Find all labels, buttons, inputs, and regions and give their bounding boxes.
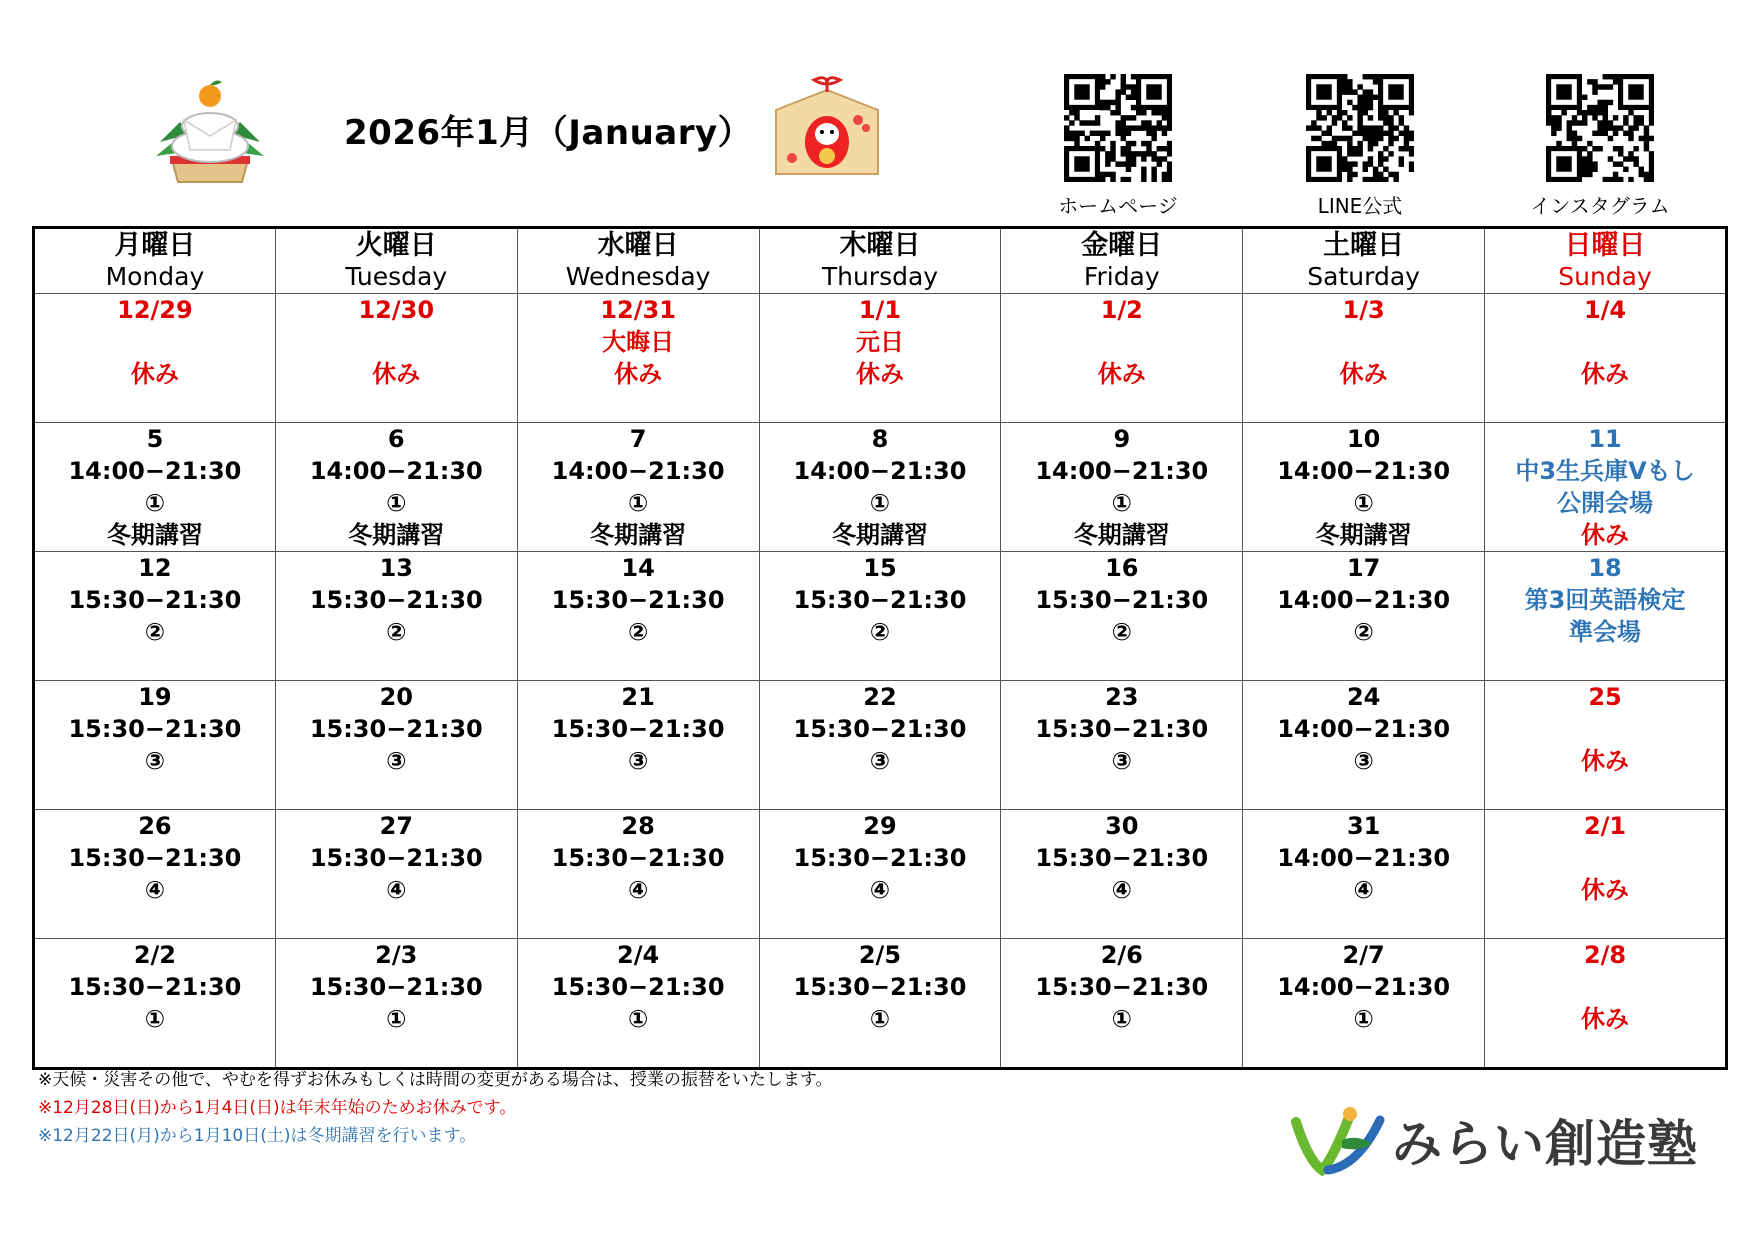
day-detail: 15:30−21:30 — [793, 715, 967, 743]
calendar-day-cell — [1001, 810, 1243, 939]
day-detail: 15:30−21:30 — [68, 973, 242, 1001]
day-detail: 冬期講習 — [106, 521, 203, 549]
calendar-day-cell — [517, 810, 759, 939]
day-detail: ① — [1111, 1005, 1132, 1033]
calendar-day-cell — [1243, 423, 1485, 552]
calendar-day-cell — [275, 939, 517, 1069]
day-detail — [1485, 326, 1725, 358]
day-detail — [1243, 326, 1484, 358]
day-detail: ① — [627, 489, 649, 517]
day-date: 26 — [138, 812, 172, 840]
day-detail: 休み — [1339, 360, 1388, 388]
day-date: 29 — [863, 812, 897, 840]
day-date: 2/3 — [375, 941, 418, 969]
day-date: 24 — [1346, 683, 1381, 711]
day-detail: 休み — [130, 360, 179, 388]
calendar-week-row — [34, 294, 1727, 423]
calendar-day-cell — [1485, 810, 1727, 939]
calendar-day-cell — [759, 681, 1001, 810]
day-detail: ④ — [627, 876, 649, 904]
day-detail: ④ — [1111, 876, 1132, 904]
day-detail: 冬期講習 — [348, 521, 445, 549]
calendar-day-cell — [517, 423, 759, 552]
calendar-day-cell — [34, 681, 276, 810]
calendar-day-cell — [275, 681, 517, 810]
schedule-calendar — [32, 226, 1728, 1070]
weekday-header-wednesday — [517, 228, 759, 294]
day-detail: ④ — [386, 876, 407, 904]
day-date: 21 — [621, 683, 655, 711]
day-date: 22 — [863, 683, 897, 711]
day-detail: 15:30−21:30 — [309, 973, 483, 1001]
day-detail — [1485, 971, 1725, 1003]
day-detail: ② — [1353, 618, 1374, 646]
calendar-day-cell — [1485, 294, 1727, 423]
day-detail: 休み — [1581, 521, 1630, 549]
day-detail: 15:30−21:30 — [1035, 715, 1209, 743]
day-detail: 14:00−21:30 — [1277, 715, 1451, 743]
calendar-day-cell — [34, 552, 276, 681]
day-detail: 冬期講習 — [590, 521, 687, 549]
day-date: 7 — [629, 425, 647, 453]
day-detail: 14:00−21:30 — [551, 457, 725, 485]
day-detail: 15:30−21:30 — [68, 844, 242, 872]
calendar-day-cell — [1243, 552, 1485, 681]
day-detail: 15:30−21:30 — [68, 586, 242, 614]
day-detail: ③ — [144, 747, 166, 775]
day-detail: 14:00−21:30 — [1277, 844, 1451, 872]
day-detail: 休み — [614, 360, 663, 388]
day-detail: 14:00−21:30 — [309, 457, 483, 485]
weekday-en-label: Thursday — [821, 262, 939, 291]
day-date: 12/30 — [358, 296, 435, 324]
weekday-header-row — [34, 228, 1727, 294]
day-detail — [1001, 326, 1242, 358]
day-date: 16 — [1105, 554, 1139, 582]
day-detail: 15:30−21:30 — [551, 715, 725, 743]
weekday-header-monday — [34, 228, 276, 294]
day-date: 23 — [1105, 683, 1139, 711]
day-detail: ③ — [869, 747, 891, 775]
day-detail: ② — [1111, 618, 1132, 646]
calendar-day-cell — [34, 423, 276, 552]
day-detail: 15:30−21:30 — [551, 586, 725, 614]
school-logo — [1288, 1100, 1698, 1180]
day-date: 12 — [138, 554, 172, 582]
day-detail: 中3生兵庫Vもし — [1515, 457, 1695, 485]
day-detail: 休み — [1581, 1005, 1630, 1033]
day-date: 15 — [863, 554, 897, 582]
calendar-day-cell — [1001, 423, 1243, 552]
calendar-day-cell — [34, 294, 276, 423]
calendar-day-cell — [275, 552, 517, 681]
qr-code-label: インスタグラム — [1530, 194, 1670, 218]
weekday-jp-label: 水曜日 — [597, 230, 679, 261]
weekday-header-sunday — [1485, 228, 1727, 294]
logo-mark-icon — [1288, 1100, 1392, 1180]
day-detail — [1485, 842, 1725, 874]
day-detail: 15:30−21:30 — [1035, 973, 1209, 1001]
day-detail: 休み — [1097, 360, 1146, 388]
day-detail: 冬期講習 — [1073, 521, 1170, 549]
day-detail: 14:00−21:30 — [1277, 973, 1451, 1001]
day-date: 1/3 — [1342, 296, 1385, 324]
weekday-header-saturday — [1243, 228, 1485, 294]
weekday-en-label: Saturday — [1307, 262, 1420, 291]
day-detail: 15:30−21:30 — [309, 844, 483, 872]
day-date: 14 — [621, 554, 655, 582]
day-detail: 15:30−21:30 — [68, 715, 242, 743]
day-detail: 公開会場 — [1557, 489, 1654, 517]
calendar-day-cell — [759, 810, 1001, 939]
calendar-day-cell — [759, 939, 1001, 1069]
calendar-day-cell — [759, 423, 1001, 552]
day-detail: ② — [627, 618, 649, 646]
day-detail: 大晦日 — [602, 328, 675, 356]
day-detail: ② — [386, 618, 407, 646]
day-detail: ③ — [386, 747, 407, 775]
page-title: 2026年1月（January） — [344, 113, 753, 153]
qr-code-2[interactable] — [1306, 74, 1414, 182]
day-date: 13 — [379, 554, 413, 582]
day-detail: 15:30−21:30 — [793, 973, 967, 1001]
weekday-header-tuesday — [275, 228, 517, 294]
day-detail: ① — [869, 489, 891, 517]
logo-text: みらい創造塾 — [1392, 1115, 1698, 1173]
day-detail: 15:30−21:30 — [793, 844, 967, 872]
weekday-en-label: Wednesday — [565, 262, 711, 291]
day-detail: ① — [1353, 489, 1374, 517]
calendar-day-cell — [1485, 681, 1727, 810]
day-detail — [35, 326, 275, 358]
day-detail: 14:00−21:30 — [793, 457, 967, 485]
day-date: 19 — [138, 683, 172, 711]
day-detail: 元日 — [855, 328, 904, 356]
calendar-day-cell — [759, 552, 1001, 681]
note-line: ※天候・災害その他で、やむを得ずお休みもしくは時間の変更がある場合は、授業の振替をいたします。 — [38, 1070, 833, 1090]
day-detail: ① — [386, 489, 407, 517]
qr-code-1[interactable] — [1064, 74, 1172, 182]
day-date: 20 — [379, 683, 413, 711]
day-detail: 15:30−21:30 — [309, 715, 483, 743]
day-date: 1/4 — [1583, 296, 1627, 324]
day-date: 6 — [387, 425, 405, 453]
weekday-jp-label: 火曜日 — [355, 230, 437, 261]
day-date: 30 — [1105, 812, 1139, 840]
calendar-day-cell — [1001, 294, 1243, 423]
calendar-week-row — [34, 552, 1727, 681]
weekday-en-label: Tuesday — [345, 262, 448, 291]
day-detail — [1485, 713, 1725, 745]
day-detail: 14:00−21:30 — [68, 457, 242, 485]
day-detail: ① — [386, 1005, 407, 1033]
calendar-day-cell — [517, 552, 759, 681]
day-detail: 休み — [1581, 747, 1630, 775]
calendar-day-cell — [275, 423, 517, 552]
calendar-day-cell — [517, 939, 759, 1069]
calendar-day-cell — [759, 294, 1001, 423]
day-detail: ③ — [1111, 747, 1132, 775]
day-detail: 14:00−21:30 — [1277, 586, 1451, 614]
day-detail: ① — [144, 1005, 166, 1033]
note-line: ※12月22日(月)から1月10日(土)は冬期講習を行います。 — [38, 1126, 477, 1146]
calendar-day-cell — [517, 294, 759, 423]
notes-section — [38, 1066, 833, 1150]
day-detail: ① — [1111, 489, 1132, 517]
note-line: ※12月28日(日)から1月4日(日)は年末年始のためお休みです。 — [38, 1098, 517, 1118]
day-detail: 15:30−21:30 — [1035, 586, 1209, 614]
day-detail: 休み — [855, 360, 904, 388]
day-detail: 15:30−21:30 — [309, 586, 483, 614]
day-date: 31 — [1346, 812, 1381, 840]
day-detail: 休み — [1581, 360, 1630, 388]
calendar-day-cell — [1243, 294, 1485, 423]
day-detail: 15:30−21:30 — [1035, 844, 1209, 872]
calendar-day-cell — [275, 294, 517, 423]
day-detail: 冬期講習 — [1315, 521, 1412, 549]
day-date: 17 — [1346, 554, 1381, 582]
day-detail: ① — [869, 1005, 891, 1033]
day-date: 9 — [1113, 425, 1131, 453]
day-date: 11 — [1588, 425, 1622, 453]
day-detail: 準会場 — [1569, 618, 1642, 646]
calendar-day-cell — [275, 810, 517, 939]
day-detail: ④ — [144, 876, 166, 904]
calendar-day-cell — [1485, 552, 1727, 681]
day-detail: 14:00−21:30 — [1277, 457, 1451, 485]
day-detail: 休み — [372, 360, 421, 388]
weekday-en-label: Sunday — [1558, 262, 1652, 291]
day-date: 10 — [1346, 425, 1381, 453]
day-date: 25 — [1588, 683, 1622, 711]
calendar-day-cell — [1485, 939, 1727, 1069]
day-detail: ③ — [627, 747, 649, 775]
day-date: 2/2 — [133, 941, 176, 969]
day-detail: 第3回英語検定 — [1524, 586, 1686, 614]
calendar-week-row — [34, 810, 1727, 939]
calendar-day-cell — [34, 939, 276, 1069]
weekday-header-friday — [1001, 228, 1243, 294]
qr-code-label: LINE公式 — [1317, 194, 1403, 218]
weekday-jp-label: 木曜日 — [839, 230, 921, 261]
weekday-jp-label: 月曜日 — [114, 230, 196, 261]
calendar-day-cell — [34, 810, 276, 939]
weekday-en-label: Friday — [1083, 262, 1160, 291]
weekday-jp-label: 金曜日 — [1081, 230, 1163, 261]
day-date: 28 — [621, 812, 655, 840]
day-detail — [276, 326, 517, 358]
day-date: 2/1 — [1583, 812, 1627, 840]
day-detail: ① — [627, 1005, 649, 1033]
day-detail: ② — [144, 618, 166, 646]
day-detail: ③ — [1353, 747, 1374, 775]
calendar-week-row — [34, 681, 1727, 810]
day-date: 12/29 — [117, 296, 193, 324]
calendar-week-row — [34, 423, 1727, 552]
calendar-day-cell — [1243, 810, 1485, 939]
calendar-week-row — [34, 939, 1727, 1069]
calendar-day-cell — [517, 681, 759, 810]
day-detail: 14:00−21:30 — [1035, 457, 1209, 485]
day-date: 2/8 — [1583, 941, 1627, 969]
day-detail: 冬期講習 — [831, 521, 928, 549]
kagami-mochi-illustration — [150, 72, 270, 184]
qr-code-label: ホームページ — [1058, 194, 1178, 218]
calendar-day-cell — [1001, 681, 1243, 810]
day-date: 2/4 — [617, 941, 660, 969]
day-date: 12/31 — [600, 296, 676, 324]
weekday-jp-label: 日曜日 — [1564, 230, 1646, 261]
day-date: 1/2 — [1100, 296, 1143, 324]
ema-plaque-illustration — [770, 74, 884, 178]
day-detail: 15:30−21:30 — [793, 586, 967, 614]
calendar-day-cell — [1243, 939, 1485, 1069]
weekday-jp-label: 土曜日 — [1323, 230, 1405, 261]
day-detail: ④ — [1353, 876, 1374, 904]
day-date: 27 — [379, 812, 413, 840]
day-date: 5 — [146, 425, 164, 453]
day-detail: 15:30−21:30 — [551, 973, 725, 1001]
day-detail: ② — [869, 618, 891, 646]
day-detail: ④ — [869, 876, 891, 904]
day-date: 2/7 — [1342, 941, 1385, 969]
day-date: 2/5 — [858, 941, 902, 969]
calendar-day-cell — [1243, 681, 1485, 810]
day-detail: 休み — [1581, 876, 1630, 904]
qr-code-3[interactable] — [1546, 74, 1654, 182]
day-date: 1/1 — [858, 296, 902, 324]
day-date: 2/6 — [1100, 941, 1143, 969]
day-date: 8 — [871, 425, 889, 453]
calendar-day-cell — [1001, 939, 1243, 1069]
weekday-en-label: Monday — [105, 262, 205, 291]
calendar-day-cell — [1485, 423, 1727, 552]
day-date: 18 — [1588, 554, 1622, 582]
weekday-header-thursday — [759, 228, 1001, 294]
day-detail: 15:30−21:30 — [551, 844, 725, 872]
day-detail: ① — [1353, 1005, 1374, 1033]
calendar-day-cell — [1001, 552, 1243, 681]
day-detail: ① — [144, 489, 166, 517]
